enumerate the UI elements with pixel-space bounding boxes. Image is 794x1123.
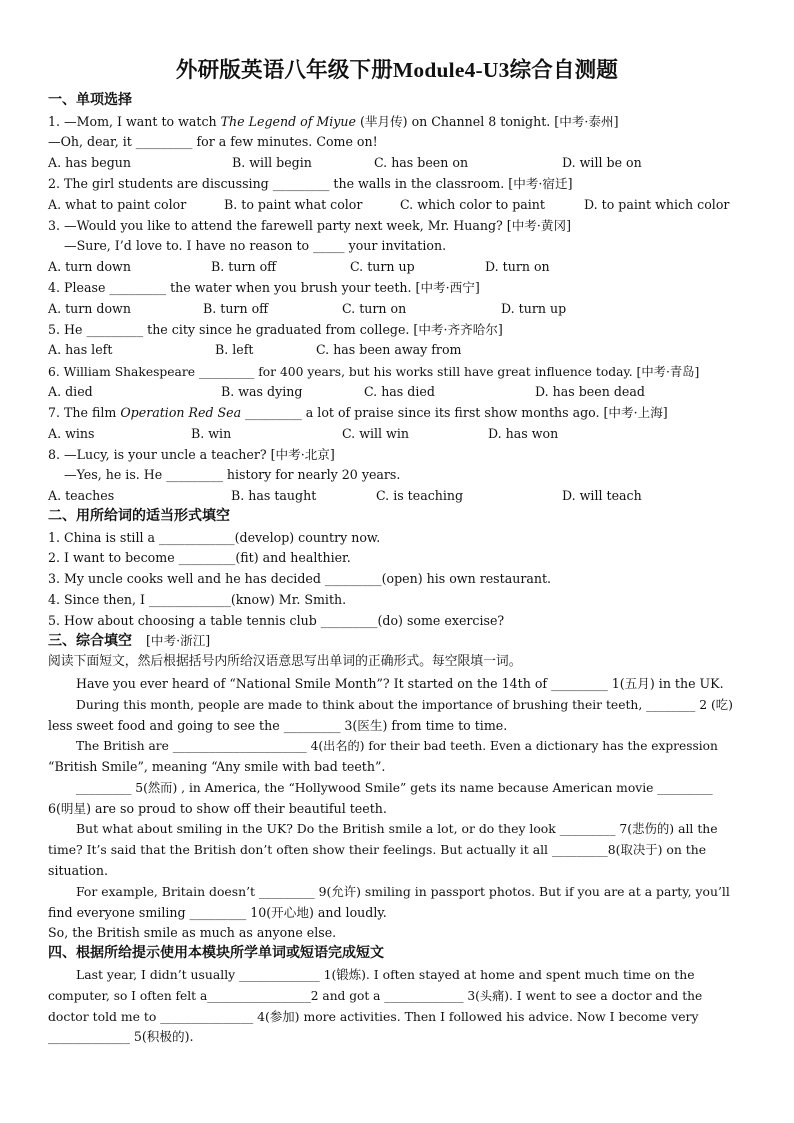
section-heading-2: 二、用所给词的适当形式填空 [48, 508, 230, 524]
question-7-stem: 7. The film Operation Red Sea _________ a lot of praise since its first show months ago. [中考·上海] [48, 405, 668, 420]
cloze-line: less sweet food and going to see the _________ 3(医生) from time to time. [48, 718, 508, 733]
passage-line: doctor told me to _______________ 4(参加) more activities. Then I followed his advice. Now I become very [48, 1009, 699, 1024]
option: A. turn down [48, 301, 131, 316]
option: C. turn on [342, 301, 407, 316]
passage-line: computer, so I often felt a_________________2 and got a _____________ 3(头痛). I went to see a doctor and the [48, 989, 703, 1003]
passage-line: Last year, I didn’t usually _____________ 1(锻炼). I often stayed at home and spent much time on the [76, 967, 695, 982]
fill-item-3: 3. My uncle cooks well and he has decided _________(open) his own restaurant. [48, 571, 552, 586]
fill-item-2: 2. I want to become _________(fit) and healthier. [48, 550, 351, 565]
option: D. will be on [562, 155, 642, 170]
option: A. wins [48, 426, 95, 441]
section-heading-4: 四、根据所给提示使用本模块所学单词或短语完成短文 [48, 945, 384, 961]
cloze-line: find everyone smiling _________ 10(开心地) and loudly. [48, 905, 387, 920]
page-title: 外研版英语八年级下册Module4-U3综合自测题 [175, 58, 619, 82]
option: D. has won [488, 426, 559, 441]
question-6-stem: 6. William Shakespeare _________ for 400 years, but his works still have great influence today. [中考·青岛] [48, 365, 700, 379]
cloze-line: “British Smile”, meaning “Any smile with bad teeth”. [48, 759, 386, 774]
cloze-line: situation. [48, 863, 108, 878]
cloze-line: For example, Britain doesn’t _________ 9(允许) smiling in passport photos. But if you are at a party, you’ll [76, 884, 730, 899]
option: C. which color to paint [400, 197, 545, 212]
option: D. to paint which color [584, 197, 730, 212]
fill-item-1: 1. China is still a ____________(develop) country now. [48, 530, 381, 545]
option: D. will teach [562, 488, 642, 503]
option: B. left [215, 342, 254, 357]
option: B. will begin [232, 155, 312, 170]
option: C. turn up [350, 259, 415, 274]
section-heading-3: 三、综合填空 [中考·浙江] [48, 633, 211, 649]
option: B. to paint what color [224, 197, 363, 212]
option: A. has left [48, 342, 113, 357]
question-8-line2: —Yes, he is. He _________ history for nearly 20 years. [64, 467, 401, 482]
question-2-stem: 2. The girl students are discussing _________ the walls in the classroom. [中考·宿迁] [48, 176, 573, 191]
cloze-line: _________ 5(然而) , in America, the “Hollywood Smile” gets its name because American movie _________ [76, 781, 713, 795]
question-5-stem: 5. He _________ the city since he graduated from college. [中考·齐齐哈尔] [48, 322, 503, 337]
option: B. has taught [231, 488, 317, 503]
cloze-line: But what about smiling in the UK? Do the British smile a lot, or do they look _________ 7(悲伤的) all the [76, 821, 718, 836]
option: D. turn up [501, 301, 567, 316]
option: C. is teaching [376, 488, 464, 503]
cloze-line: The British are ______________________ 4(出名的) for their bad teeth. Even a dictionary has the expression [76, 739, 718, 753]
option: A. turn down [48, 259, 131, 274]
cloze-line: Have you ever heard of “National Smile Month”? It started on the 14th of _________ 1(五月) in the UK. [76, 676, 724, 691]
option: C. has been on [374, 155, 469, 170]
option: B. turn off [211, 259, 277, 274]
option: D. turn on [485, 259, 550, 274]
option: A. teaches [48, 488, 115, 503]
cloze-line: So, the British smile as much as anyone else. [48, 925, 337, 940]
cloze-line: 6(明星) are so proud to show off their beautiful teeth. [48, 801, 387, 816]
cloze-line: During this month, people are made to think about the importance of brushing their teeth, ________ 2 (吃) [76, 698, 733, 712]
option: C. will win [342, 426, 409, 441]
option: C. has died [364, 384, 435, 399]
option: C. has been away from [316, 342, 462, 357]
question-3-line2: —Sure, I’d love to. I have no reason to _____ your invitation. [64, 238, 447, 253]
cloze-instruction: 阅读下面短文，然后根据括号内所给汉语意思写出单词的正确形式。每空限填一词。 [48, 654, 522, 669]
question-1-line2: —Oh, dear, it _________ for a few minutes. Come on! [48, 134, 378, 149]
cloze-line: time? It’s said that the British don’t often show their feelings. But actually it all _________8(取决于) on the [48, 842, 707, 857]
fill-item-4: 4. Since then, I _____________(know) Mr. Smith. [48, 592, 347, 607]
option: A. has begun [48, 155, 131, 170]
question-8-stem: 8. —Lucy, is your uncle a teacher? [中考·北京] [48, 447, 335, 462]
option: B. turn off [203, 301, 269, 316]
question-4-stem: 4. Please _________ the water when you brush your teeth. [中考·西宁] [48, 280, 480, 295]
option: A. what to paint color [48, 197, 187, 212]
option: B. win [191, 426, 232, 441]
option: A. died [48, 384, 93, 399]
question-1-stem: 1. —Mom, I want to watch The Legend of Miyue (芈月传) on Channel 8 tonight. [中考·泰州] [48, 114, 619, 129]
section-heading-1: 一、单项选择 [48, 92, 132, 108]
fill-item-5: 5. How about choosing a table tennis club _________(do) some exercise? [48, 613, 505, 628]
passage-line: _____________ 5(积极的). [48, 1029, 194, 1044]
option: D. has been dead [535, 384, 645, 399]
option: B. was dying [221, 384, 303, 399]
question-3-stem: 3. —Would you like to attend the farewell party next week, Mr. Huang? [中考·黄冈] [48, 218, 572, 233]
